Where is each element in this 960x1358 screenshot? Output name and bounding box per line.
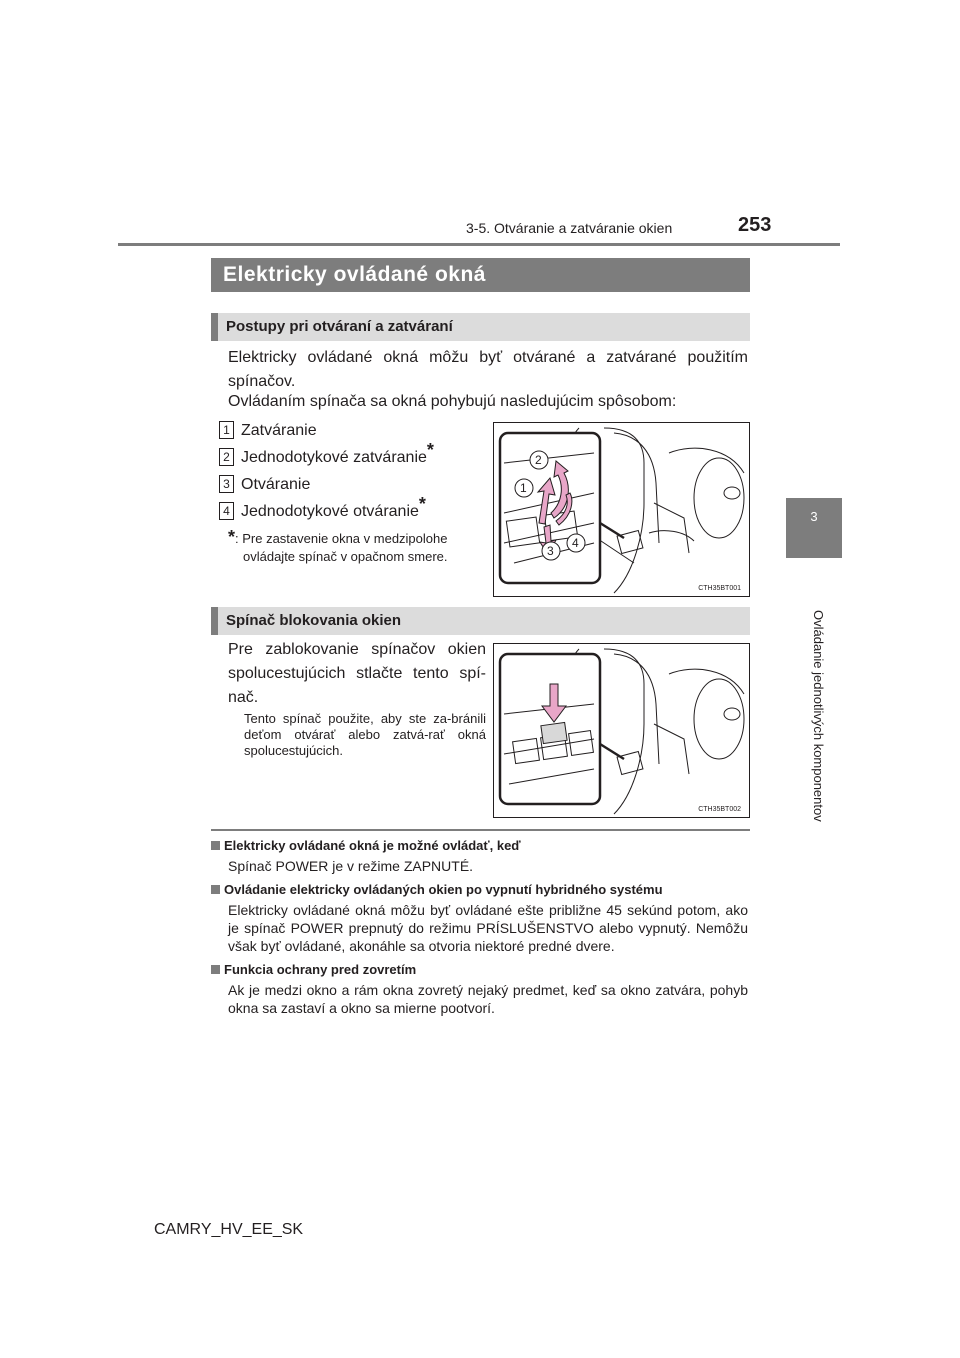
- note-body: Spínač POWER je v režime ZAPNUTÉ.: [228, 858, 474, 874]
- note-heading-text: Funkcia ochrany pred zovretím: [224, 962, 417, 977]
- figure-code: CTH35BT002: [698, 806, 741, 813]
- square-bullet-icon: [211, 965, 220, 974]
- figure-window-switch: [493, 422, 750, 597]
- note-heading: [211, 838, 521, 853]
- callout-3: 3: [547, 544, 554, 558]
- step-label: Otváranie: [241, 476, 311, 493]
- square-bullet-icon: [211, 841, 220, 850]
- footnote: [228, 528, 490, 566]
- note-heading-text: Ovládanie elektricky ovládaných okien po vypnutí hybridného systému: [224, 882, 663, 897]
- header-section-title: 3-5. Otváranie a zatváranie okien: [466, 220, 673, 236]
- lock-instruction: Pre zablokovanie spínačov okien spolucestujúcich stlačte tento spí-nač.: [228, 641, 486, 706]
- figure-code: CTH35BT001: [698, 585, 741, 592]
- page-number: 253: [738, 214, 772, 236]
- footnote-line2: ovládajte spínač v opačnom smere.: [243, 549, 448, 564]
- step-one-touch-closing: [219, 440, 434, 468]
- intro-text-2: Ovládaním spínača sa okná pohybujú nasledujúcim spôsobom:: [228, 393, 677, 410]
- step-number: 2: [219, 448, 234, 466]
- step-label: Zatváranie: [241, 422, 317, 439]
- note-heading-text: Elektricky ovládané okná je možné ovládať, keď: [224, 838, 521, 853]
- step-number: 3: [219, 475, 234, 493]
- step-number: 1: [219, 421, 234, 439]
- step-opening: [219, 471, 310, 495]
- step-label: Jednodotykové zatváranie: [241, 449, 427, 466]
- main-title: Elektricky ovládané okná: [211, 258, 750, 292]
- callout-4: 4: [572, 536, 579, 550]
- chapter-number: 3: [810, 509, 818, 524]
- lock-note: Tento spínač použite, aby ste za-bránili deťom otvárať alebo zatvá-rať okná spolucestujúcich.: [244, 711, 486, 758]
- window-lock-illustration: [494, 644, 749, 817]
- asterisk-mark: *: [418, 494, 426, 514]
- figure-window-lock-switch: [493, 643, 750, 818]
- intro-text: Elektricky ovládané okná môžu byť otvárané a zatvárané použitím spínačov.: [228, 349, 748, 390]
- note-body: Elektricky ovládané okná môžu byť ovládané ešte približne 45 sekúnd potom, ako je spínač POWER prepnutý do režimu PRÍSLUŠENSTVO alebo vypnutý. Nemôžu však byť ovládané, akonáhle sa otvoria niektoré predné dvere.: [228, 902, 748, 954]
- section-divider: [211, 829, 750, 831]
- footnote-line1: : Pre zastavenie okna v medzipolohe: [235, 531, 448, 546]
- section-title-open-close: Postupy pri otváraní a zatváraní: [211, 313, 750, 341]
- chapter-tab: [786, 498, 842, 558]
- callout-1: 1: [520, 481, 527, 495]
- footnote-mark: *: [228, 527, 236, 547]
- footer-code: CAMRY_HV_EE_SK: [154, 1221, 304, 1238]
- callout-2: 2: [535, 453, 542, 467]
- header-rule: [118, 243, 840, 246]
- window-switch-illustration: [494, 423, 749, 596]
- step-number: 4: [219, 502, 234, 520]
- note-heading: [211, 882, 663, 897]
- section-title-window-lock: Spínač blokovania okien: [211, 607, 750, 635]
- chapter-title-vertical: Ovládanie jednotlivých komponentov: [811, 610, 826, 822]
- step-label: Jednodotykové otváranie: [241, 503, 419, 520]
- note-heading: [211, 962, 416, 977]
- note-body: Ak je medzi okno a rám okna zovretý nejaký predmet, keď sa okno zatvára, pohyb okna sa zastaví a okno sa mierne pootvorí.: [228, 982, 748, 1016]
- asterisk-mark: *: [426, 440, 434, 460]
- step-closing: [219, 417, 317, 441]
- step-one-touch-opening: [219, 494, 426, 522]
- square-bullet-icon: [211, 885, 220, 894]
